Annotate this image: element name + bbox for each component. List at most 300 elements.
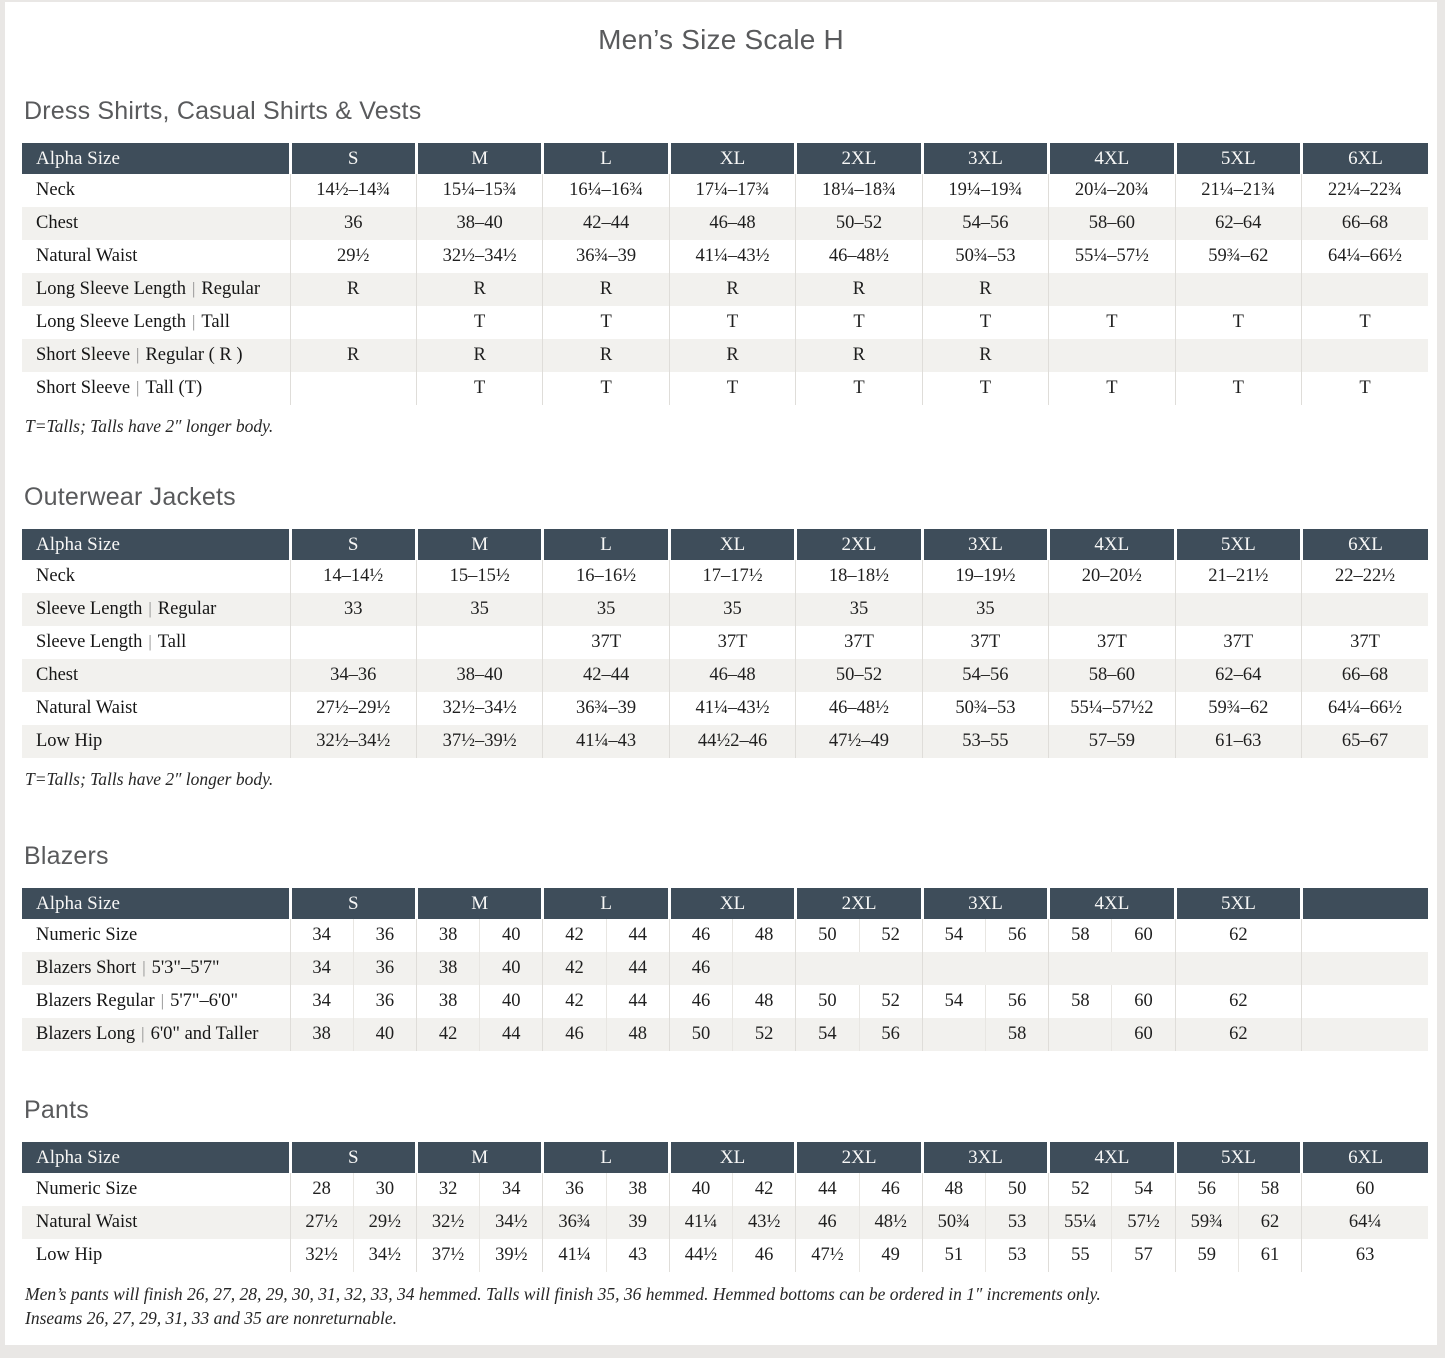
cell: 36¾–39 [543,692,669,725]
cell: 37T [1049,626,1175,659]
cell: 48 [922,1173,985,1206]
cell: 50–52 [796,659,922,692]
cell [922,952,1048,985]
cell: 19–19½ [922,560,1048,593]
cell [1302,339,1429,372]
table-row-low-hip [22,1239,1428,1272]
cell: 53 [985,1206,1048,1239]
table-row-sleeve-length-tall [22,626,1428,659]
cell: R [290,339,416,372]
cell: T [543,306,669,339]
cell: 48 [733,985,796,1018]
cell: 36¾–39 [543,240,669,273]
column-header-5xl: 5XL [1175,888,1301,919]
column-header-blank [1302,888,1428,919]
cell: T [669,372,795,405]
cell: 41¼ [543,1239,606,1272]
cell: 58 [985,1018,1048,1051]
cell: 41¼ [669,1206,732,1239]
cell: 46 [669,985,732,1018]
cell [922,1018,985,1051]
cell: R [669,273,795,306]
table-body [22,560,1428,758]
table-row-numeric-size [22,919,1428,952]
pipe-separator: | [136,345,140,364]
pipe-separator: | [148,599,152,618]
table-header-row [22,143,1428,174]
cell: 56 [985,985,1048,1018]
cell: 15–15½ [416,560,542,593]
section-heading-dress-shirts-casual-shirts-vests: Dress Shirts, Casual Shirts & Vests [24,97,422,125]
pipe-separator: | [142,958,146,977]
cell: 54–56 [922,659,1048,692]
cell: 46–48½ [796,692,922,725]
cell: 54 [922,919,985,952]
cell: 46–48½ [796,240,922,273]
table-footnote: Men’s pants will finish 26, 27, 28, 29, 30, 31, 32, 33, 34 hemmed. Talls will finish 35, 36 hemmed. Hemmed bottoms can be ordered in 1″ increments only. [25,1284,1101,1304]
column-header-3xl: 3XL [922,888,1048,919]
column-header-xl: XL [669,143,795,174]
table-body [22,919,1428,1051]
cell: T [1302,306,1429,339]
cell: 40 [480,985,543,1018]
cell [1302,593,1429,626]
table-row-numeric-size [22,1173,1428,1206]
cell: R [543,273,669,306]
size-table-pants [22,1142,1428,1272]
cell: 56 [985,919,1048,952]
cell: 50 [985,1173,1048,1206]
table-footnote: Inseams 26, 27, 29, 31, 33 and 35 are nonreturnable. [25,1308,398,1328]
cell: 55¼–57½ [1049,240,1175,273]
cell: 42 [543,952,606,985]
row-label: Numeric Size [36,1179,138,1199]
table-row-short-sleeve-regular-r [22,339,1428,372]
row-label: Long Sleeve Length | Regular [22,273,290,306]
cell: 58 [1238,1173,1301,1206]
cell: 44½ [669,1239,732,1272]
row-label: Chest [22,207,290,240]
cell [733,952,796,985]
cell: 40 [480,952,543,985]
cell: 59 [1175,1239,1238,1272]
pipe-separator: | [148,632,152,651]
cell: 50–52 [796,207,922,240]
table-row-blazers-regular-5-7-6-0 [22,985,1428,1018]
cell: 46 [669,919,732,952]
section-heading-outerwear-jackets: Outerwear Jackets [24,483,236,511]
cell: 38–40 [416,659,542,692]
row-label: Short Sleeve | Tall (T) [36,378,203,398]
cell: 44½2–46 [669,725,795,758]
document-page [5,2,1437,1345]
footnote-block [22,414,1428,438]
table-header-row [22,529,1428,560]
pipe-separator: | [192,312,196,331]
cell: 63 [1302,1239,1428,1272]
cell: 14½–14¾ [290,174,416,207]
column-header-l: L [543,888,669,919]
cell: 37T [669,626,795,659]
column-header-4xl: 4XL [1049,888,1175,919]
table-row-blazers-short-5-3-5-7 [22,952,1428,985]
cell: 61–63 [1175,725,1301,758]
cell: 34 [290,919,353,952]
cell: 42 [733,1173,796,1206]
cell: 15¼–15¾ [416,174,542,207]
cell: 50 [796,985,859,1018]
cell: 41¼–43½ [669,692,795,725]
cell: 42 [416,1018,479,1051]
cell: T [543,372,669,405]
cell: T [1049,306,1175,339]
cell: 50 [669,1018,732,1051]
row-label: Natural Waist [36,246,138,266]
cell: 54 [1112,1173,1175,1206]
column-header-5xl: 5XL [1175,1142,1301,1173]
row-label: Short Sleeve | Regular ( R ) [22,339,290,372]
table-row-long-sleeve-length-tall [22,306,1428,339]
cell: 57½ [1112,1206,1175,1239]
cell: 66–68 [1302,659,1429,692]
column-header-s: S [290,143,416,174]
column-header-s: S [290,529,416,560]
table-body [22,1173,1428,1272]
table-row-blazers-long-6-0-and-taller [22,1018,1428,1051]
cell: 60 [1112,985,1175,1018]
cell [290,306,416,339]
table-row-chest [22,659,1428,692]
column-header-6xl: 6XL [1302,1142,1428,1173]
cell: 32½ [416,1206,479,1239]
cell: 32 [416,1173,479,1206]
cell: R [543,339,669,372]
cell: 59¾–62 [1175,692,1301,725]
cell: 38 [416,919,479,952]
cell [1049,593,1175,626]
size-table-outerwear-jackets [22,529,1428,758]
cell [1175,952,1301,985]
column-header-alpha-size: Alpha Size [22,529,290,560]
cell: 44 [606,919,669,952]
cell: 42 [543,919,606,952]
cell: 22¼–22¾ [1302,174,1429,207]
cell: 43 [606,1239,669,1272]
cell: 52 [859,919,922,952]
cell: 32½–34½ [416,240,542,273]
cell: 37½–39½ [416,725,542,758]
cell: 29½ [290,240,416,273]
cell: 28 [290,1173,353,1206]
cell: 56 [859,1018,922,1051]
cell: 21¼–21¾ [1175,174,1301,207]
column-header-s: S [290,888,416,919]
cell: 65–67 [1302,725,1429,758]
cell: 47½ [796,1239,859,1272]
pipe-separator: | [141,1024,145,1043]
column-header-m: M [416,888,542,919]
column-header-2xl: 2XL [796,888,922,919]
cell: 18–18½ [796,560,922,593]
cell: 34 [480,1173,543,1206]
cell: 48½ [859,1206,922,1239]
cell: 58 [1049,985,1112,1018]
column-header-4xl: 4XL [1049,1142,1175,1173]
cell: 44 [480,1018,543,1051]
cell [1049,339,1175,372]
table-footnote: T=Talls; Talls have 2″ longer body. [25,416,274,436]
cell: 40 [480,919,543,952]
cell: 53 [985,1239,1048,1272]
cell: 21–21½ [1175,560,1301,593]
cell: 61 [1238,1239,1301,1272]
column-header-3xl: 3XL [922,1142,1048,1173]
cell: 42–44 [543,207,669,240]
cell: 32½ [290,1239,353,1272]
cell [1302,273,1429,306]
table-body [22,174,1428,405]
cell [1049,273,1175,306]
cell: 27½–29½ [290,692,416,725]
cell [1302,1018,1428,1051]
row-label: Natural Waist [36,698,138,718]
cell [1302,985,1428,1018]
table-row-chest [22,207,1428,240]
cell: R [796,339,922,372]
column-header-6xl: 6XL [1302,143,1429,174]
cell: 16–16½ [543,560,669,593]
document-content [5,96,1428,1330]
cell: 32½–34½ [416,692,542,725]
cell: 58–60 [1049,659,1175,692]
cell: 49 [859,1239,922,1272]
cell: 62 [1238,1206,1301,1239]
cell: 54 [922,985,985,1018]
cell: R [922,273,1048,306]
cell: 46 [543,1018,606,1051]
cell: 43½ [733,1206,796,1239]
cell [416,626,542,659]
cell: 44 [796,1173,859,1206]
row-label: Sleeve Length | Tall [36,632,187,652]
cell: 64¼–66½ [1302,692,1429,725]
cell: 60 [1112,1018,1175,1051]
column-header-2xl: 2XL [796,529,922,560]
cell: 44 [606,985,669,1018]
cell [1175,273,1301,306]
cell: 48 [733,919,796,952]
column-header-4xl: 4XL [1049,143,1175,174]
page-title: Men’s Size Scale H [598,24,844,55]
cell: 55¼ [1049,1206,1112,1239]
cell [1302,952,1428,985]
cell [1049,952,1175,985]
cell: 20¼–20¾ [1049,174,1175,207]
table-header [22,143,1428,174]
cell: R [669,339,795,372]
cell: 37T [1175,626,1301,659]
pipe-separator: | [136,378,140,397]
cell: R [290,273,416,306]
cell: 46 [796,1206,859,1239]
cell: R [922,339,1048,372]
cell: T [1302,372,1429,405]
cell: R [416,339,542,372]
cell: 50¾–53 [922,692,1048,725]
cell: T [416,306,542,339]
cell: 36 [353,985,416,1018]
cell: 62 [1175,919,1301,952]
table-row-natural-waist [22,240,1428,273]
table-header-row [22,888,1428,919]
cell: 52 [859,985,922,1018]
cell: R [796,273,922,306]
cell: 57–59 [1049,725,1175,758]
table-row-natural-waist [22,692,1428,725]
cell: 29½ [353,1206,416,1239]
cell: 34 [290,952,353,985]
cell: 35 [416,593,542,626]
cell: 39½ [480,1239,543,1272]
column-header-alpha-size: Alpha Size [22,143,290,174]
cell [1049,1018,1112,1051]
table-row-low-hip [22,725,1428,758]
cell: 62 [1175,1018,1301,1051]
row-label: Sleeve Length | Regular [22,593,290,626]
cell: 60 [1112,919,1175,952]
cell: T [1049,372,1175,405]
footnote-block [22,767,1428,791]
cell: 17¼–17¾ [669,174,795,207]
table-row-neck [22,560,1428,593]
cell: 38 [416,952,479,985]
table-row-long-sleeve-length-regular [22,273,1428,306]
cell [290,626,416,659]
row-label: Chest [22,659,290,692]
column-header-5xl: 5XL [1175,529,1301,560]
cell: 64¼–66½ [1302,240,1429,273]
cell: 37½ [416,1239,479,1272]
table-header [22,1142,1428,1173]
cell: 36 [290,207,416,240]
cell: 64¼ [1302,1206,1428,1239]
size-table-dress-shirts-casual-shirts-vests [22,143,1428,405]
column-header-3xl: 3XL [922,143,1048,174]
cell: 35 [922,593,1048,626]
footnote-block [22,1282,1428,1330]
cell: 35 [796,593,922,626]
cell: 66–68 [1302,207,1429,240]
section-heading-blazers: Blazers [24,842,109,870]
table-header [22,888,1428,919]
row-label: Neck [36,180,76,200]
column-header-m: M [416,529,542,560]
cell [1175,339,1301,372]
cell: 34 [290,985,353,1018]
row-label: Blazers Short | 5'3"–5'7" [22,952,290,985]
table-row-neck [22,174,1428,207]
cell: 46 [733,1239,796,1272]
row-label: Low Hip [36,1245,103,1265]
cell: 62 [1175,985,1301,1018]
cell: 44 [606,952,669,985]
cell: 36 [353,919,416,952]
row-label: Numeric Size [36,925,138,945]
column-header-xl: XL [669,888,795,919]
cell: 50 [796,919,859,952]
cell: T [1175,306,1301,339]
size-table-blazers [22,888,1428,1051]
table-row-short-sleeve-tall-t [22,372,1428,405]
cell: 36 [543,1173,606,1206]
cell: 54 [796,1018,859,1051]
column-header-l: L [543,143,669,174]
cell: 52 [1049,1173,1112,1206]
cell: 50¾–53 [922,240,1048,273]
cell: 42–44 [543,659,669,692]
column-header-l: L [543,529,669,560]
column-header-l: L [543,1142,669,1173]
cell: T [796,372,922,405]
cell: R [416,273,542,306]
column-header-2xl: 2XL [796,1142,922,1173]
cell: 30 [353,1173,416,1206]
table-row-sleeve-length-regular [22,593,1428,626]
cell: 58–60 [1049,207,1175,240]
cell: 56 [1175,1173,1238,1206]
column-header-3xl: 3XL [922,529,1048,560]
row-label: Neck [36,566,76,586]
cell: 55 [1049,1239,1112,1272]
column-header-s: S [290,1142,416,1173]
pipe-separator: | [160,991,165,1010]
cell: 35 [543,593,669,626]
cell: 52 [733,1018,796,1051]
cell: 54–56 [922,207,1048,240]
cell [796,952,922,985]
cell: 16¼–16¾ [543,174,669,207]
cell: 37T [543,626,669,659]
cell: T [922,306,1048,339]
cell: T [416,372,542,405]
cell: 38 [606,1173,669,1206]
cell: 46–48 [669,207,795,240]
pipe-separator: | [192,279,196,298]
table-header-row [22,1142,1428,1173]
cell: 57 [1112,1239,1175,1272]
column-header-6xl: 6XL [1302,529,1429,560]
row-label: Blazers Regular | 5'7"–6'0" [36,991,239,1011]
cell: 36¾ [543,1206,606,1239]
row-label: Blazers Long | 6'0" and Taller [22,1018,290,1051]
cell: 32½–34½ [290,725,416,758]
cell: 39 [606,1206,669,1239]
column-header-4xl: 4XL [1049,529,1175,560]
table-footnote: T=Talls; Talls have 2″ longer body. [25,769,274,789]
column-header-alpha-size: Alpha Size [22,1142,290,1173]
column-header-alpha-size: Alpha Size [22,888,290,919]
cell: 50¾ [922,1206,985,1239]
cell: 46 [669,952,732,985]
cell: 20–20½ [1049,560,1175,593]
cell: 42 [543,985,606,1018]
cell: 46–48 [669,659,795,692]
cell: 47½–49 [796,725,922,758]
column-header-xl: XL [669,529,795,560]
cell: 58 [1049,919,1112,952]
cell: T [1175,372,1301,405]
cell: 38 [416,985,479,1018]
